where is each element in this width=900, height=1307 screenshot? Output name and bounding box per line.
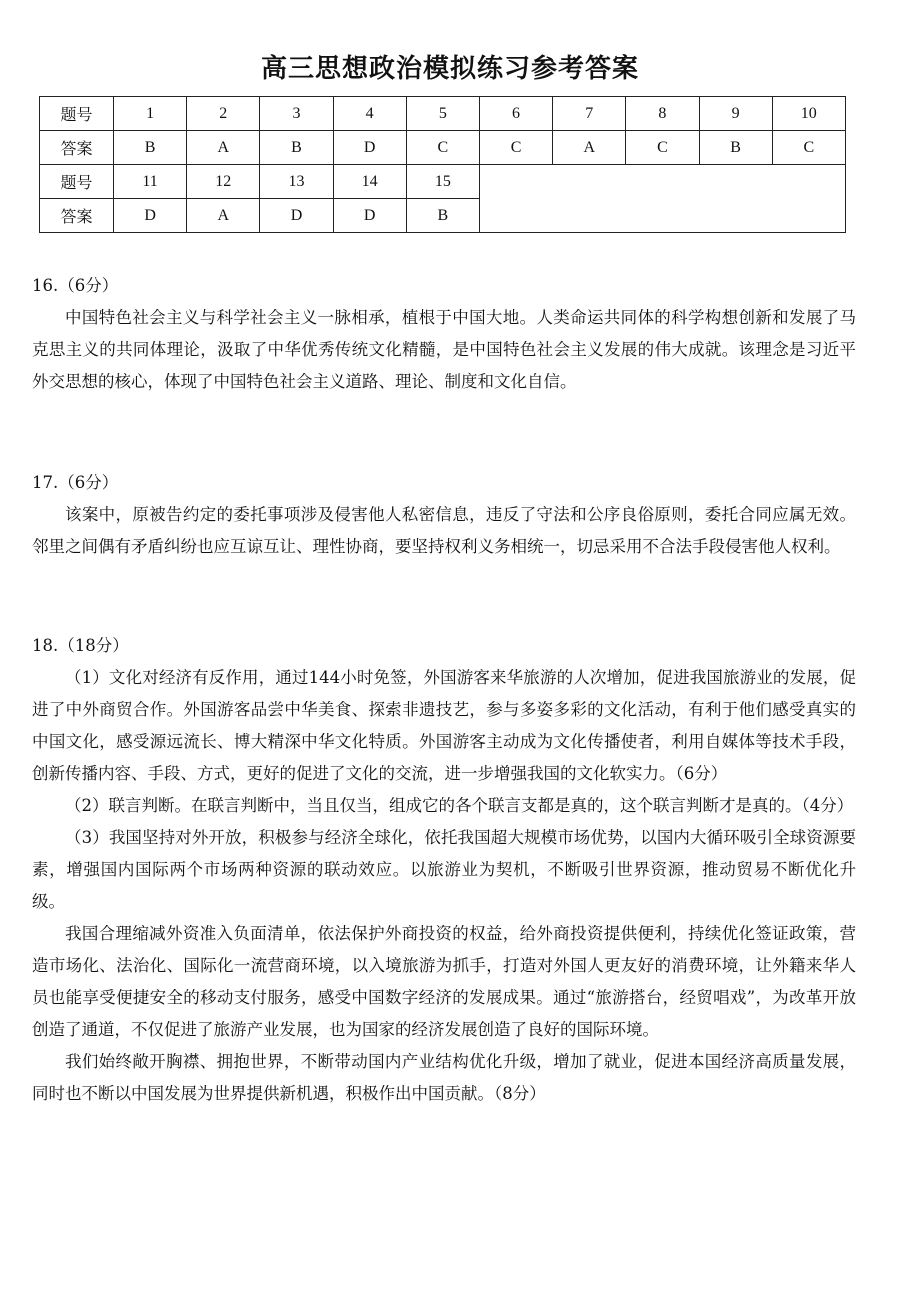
question-number: 11 xyxy=(114,165,187,199)
answer-cell: C xyxy=(626,131,699,165)
answer-table xyxy=(39,96,846,233)
answer-cell: D xyxy=(260,199,333,233)
answer-paragraph: 中国特色社会主义与科学社会主义一脉相承，植根于中国大地。人类命运共同体的科学构想创新和发展了马克思主义的共同体理论，汲取了中华优秀传统文化精髓，是中国特色社会主义发展的伟大成就。该理念是习近平外交思想的核心，体现了中国特色社会主义道路、理论、制度和文化自信。 xyxy=(32,308,856,391)
row-label: 题号 xyxy=(40,97,114,131)
answer-cell: B xyxy=(114,131,187,165)
question-number: 8 xyxy=(626,97,699,131)
question-18 xyxy=(32,630,856,1110)
question-16 xyxy=(32,270,856,398)
question-number: 14 xyxy=(333,165,406,199)
answer-paragraph: （3）我国坚持对外开放，积极参与经济全球化，依托我国超大规模市场优势，以国内大循环吸引全球资源要素，增强国内国际两个市场两种资源的联动效应。以旅游业为契机，不断吸引世界资源，推动贸易不断优化升级。 xyxy=(32,828,856,911)
answer-cell: D xyxy=(333,131,406,165)
answer-paragraph: 我国合理缩减外资准入负面清单，依法保护外商投资的权益，给外商投资提供便利，持续优化签证政策，营造市场化、法治化、国际化一流营商环境，以入境旅游为抓手，打造对外国人更友好的消费环境，让外籍来华人员也能享受便捷安全的移动支付服务，感受中国数字经济的发展成果。通过“旅游搭台，经贸唱戏”，为改革开放创造了通道，不仅促进了旅游产业发展，也为国家的经济发展创造了良好的国际环境。 xyxy=(32,924,856,1039)
question-number: 2 xyxy=(187,97,260,131)
answer-cell: C xyxy=(479,131,552,165)
question-number: 7 xyxy=(553,97,626,131)
question-number: 15 xyxy=(406,165,479,199)
row-label: 答案 xyxy=(40,131,114,165)
answer-paragraph: 我们始终敞开胸襟、拥抱世界，不断带动国内产业结构优化升级，增加了就业，促进本国经济高质量发展，同时也不断以中国发展为世界提供新机遇，积极作出中国贡献。（8分） xyxy=(32,1052,856,1103)
question-number: 3 xyxy=(260,97,333,131)
answer-cell: B xyxy=(406,199,479,233)
answer-cell: D xyxy=(333,199,406,233)
answer-cell: A xyxy=(187,131,260,165)
question-number: 12 xyxy=(187,165,260,199)
answer-paragraph: （2）联言判断。在联言判断中，当且仅当，组成它的各个联言支都是真的，这个联言判断才是真的。（4分） xyxy=(65,796,854,815)
question-number: 1 xyxy=(114,97,187,131)
answer-cell: A xyxy=(553,131,626,165)
question-number: 13 xyxy=(260,165,333,199)
table-row xyxy=(40,97,846,131)
question-number: 6 xyxy=(479,97,552,131)
question-heading: 18.（18分） xyxy=(32,636,129,655)
page-title: 高三思想政治模拟练习参考答案 xyxy=(260,54,639,84)
answer-cell: C xyxy=(772,131,845,165)
answer-cell: A xyxy=(187,199,260,233)
answer-cell: B xyxy=(699,131,772,165)
question-heading: 16.（6分） xyxy=(32,276,119,295)
answer-cell: D xyxy=(114,199,187,233)
row-label: 题号 xyxy=(40,165,114,199)
question-number: 10 xyxy=(772,97,845,131)
table-row xyxy=(40,165,846,199)
question-17 xyxy=(32,467,856,563)
answer-cell: B xyxy=(260,131,333,165)
answer-paragraph: （1）文化对经济有反作用，通过144小时免签，外国游客来华旅游的人次增加，促进我国旅游业的发展，促进了中外商贸合作。外国游客品尝中华美食、探索非遗技艺，参与多姿多彩的文化活动，有利于他们感受真实的中国文化，感受源远流长、博大精深中华文化特质。外国游客主动成为文化传播使者，利用自媒体等技术手段，创新传播内容、手段、方式，更好的促进了文化的交流，进一步增强我国的文化软实力。（6分） xyxy=(32,668,856,783)
question-number: 4 xyxy=(333,97,406,131)
row-label: 答案 xyxy=(40,199,114,233)
question-number: 9 xyxy=(699,97,772,131)
table-row xyxy=(40,131,846,165)
answer-paragraph: 该案中，原被告约定的委托事项涉及侵害他人私密信息，违反了守法和公序良俗原则，委托合同应属无效。邻里之间偶有矛盾纠纷也应互谅互让、理性协商，要坚持权利义务相统一，切忌采用不合法手段侵害他人权利。 xyxy=(32,505,856,556)
question-heading: 17.（6分） xyxy=(32,473,119,492)
empty-cell xyxy=(479,165,845,233)
answer-cell: C xyxy=(406,131,479,165)
question-number: 5 xyxy=(406,97,479,131)
